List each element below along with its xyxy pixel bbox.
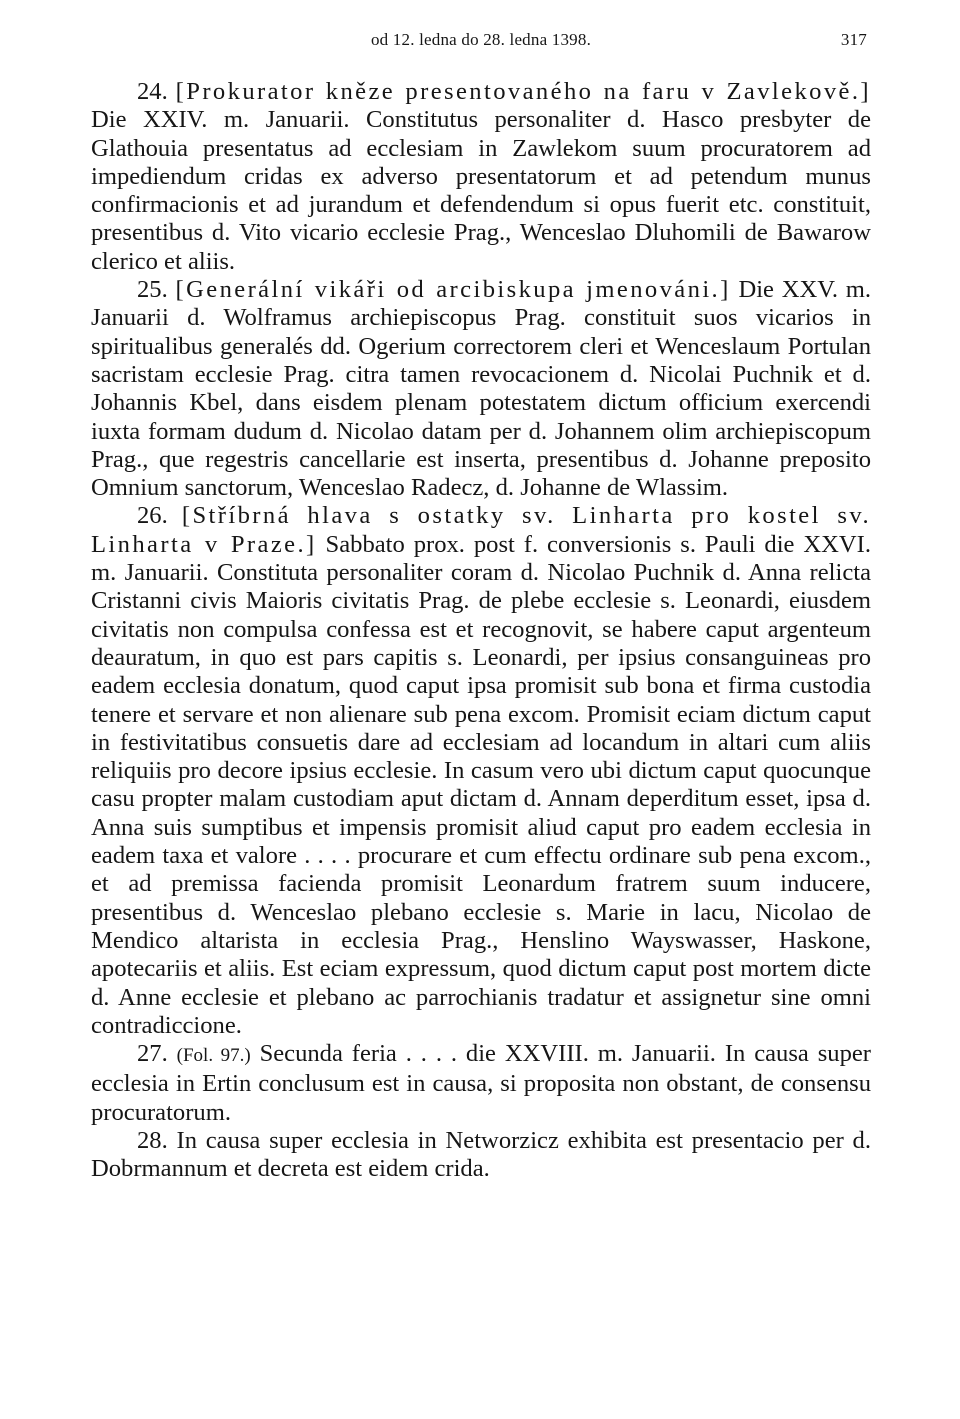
page-number: 317 [840, 30, 867, 49]
entry-25 [91, 276, 871, 502]
running-header [91, 28, 871, 62]
entry-text: Secunda feria . . . . die XXVIII. m. Januarii. In causa super ecclesia in Ertin conclusum est in causa, si proposita non obstant, de consensu procuratorum. [91, 1040, 871, 1126]
entry-text: Die XXIV. m. Januarii. Constitutus personaliter d. Hasco presbyter de Glathouia presentatus ad ecclesiam in Zawlekom suum procuratorem ad impediendum cridas ex adverso presentatorum et ad petendum munus confirmacionis et ad jurandum et defendendum si opus fuerit etc. constituit, presentibus d. Vito vicario ecclesie Prag., Wenceslao Dluhomili de Bawarow clerico et aliis. [91, 106, 871, 275]
entry-text: In causa super ecclesia in Networzicz exhibita est presentacio per d. Dobrmannum et decreta est eidem crida. [91, 1126, 871, 1183]
document-page [91, 28, 871, 1184]
entry-24 [91, 78, 871, 276]
running-title: od 12. ledna do 28. ledna 1398. [370, 30, 592, 49]
entry-number: 26. [137, 502, 168, 530]
folio-reference: (Fol. 97.) [176, 1045, 251, 1067]
entry-28 [91, 1127, 871, 1184]
entry-26 [91, 502, 871, 1040]
entry-title: [Stříbrná hlava s ostatky sv. Linharta pro kostel sv. Linharta v Praze.] [91, 502, 871, 558]
document-body [91, 78, 871, 1184]
entry-number: 24. [137, 78, 168, 105]
entry-27 [91, 1040, 871, 1127]
entry-title: [Generální vikáři od arcibiskupa jmenováni.] [175, 276, 731, 304]
entry-title: [Prokurator kněze presentovaného na faru v Zavlekově.] [175, 78, 871, 105]
entry-text: Die XXV. m. Januarii d. Wolframus archiepiscopus Prag. constituit suos vicarios in spiritualibus generalés dd. Ogerium correctorem cleri et Wenceslaum Portulan sacristam ecclesie Prag. citra tamen revocacionem d. Nicolai Puchnik et d. Johannis Kbel, dans eisdem plenam potestatem dictum officium exercendi iuxta formam dudum d. Nicolao datam per d. Johannem olim archiepiscopum Prag., que regestris cancellarie est inserta, presentibus d. Johanne preposito Omnium sanctorum, Wenceslao Radecz, d. Johanne de Wlassim. [91, 276, 871, 502]
entry-number: 28. [137, 1126, 168, 1154]
entry-number: 27. [137, 1040, 168, 1068]
entry-number: 25. [137, 276, 168, 304]
entry-text: Sabbato prox. post f. conversionis s. Pauli die XXVI. m. Januarii. Constituta personaliter coram d. Nicolao Puchnik d. Anna relicta Cristanni civis Maioris civitatis Prag. de plebe ecclesie s. Leonardi, eiusdem civitatis non compulsa confessa est et recognovit, se habere caput argenteum deauratum, in quo est pars capitis s. Leonardi, per ipsius consanguineas pro eadem ecclesia donatum, quod caput ipsa promisit sub bona et firma custodia tenere et servare et non alienare sub pena excom. Promisit eciam dictum caput in festivitatibus consuetis dare ad ecclesiam ad locandum in altari cum aliis reliquiis pro decore ipsius ecclesie. In casum vero ubi dictum caput quocunque casu propter malam custodiam aput dictam d. Annam deperditum esset, ipsa d. Anna suis sumptibus et impensis promisit aliud caput pro eadem ecclesia in eadem taxa et valore . . . . procurare et cum effectu ordinare sub pena excom., et ad premissa facienda promisit Leonardum fratrem suum inducere, presentibus d. Wenceslao plebano ecclesie s. Marie in lacu, Nicolao de Mendico altarista in ecclesia Prag., Henslino Wayswasser, Haskone, apotecariis et aliis. Est eciam expressum, quod dictum caput post mortem dicte d. Anne ecclesie et plebano ac parrochianis tradatur et assignetur sine omni contradiccione. [91, 530, 871, 1039]
